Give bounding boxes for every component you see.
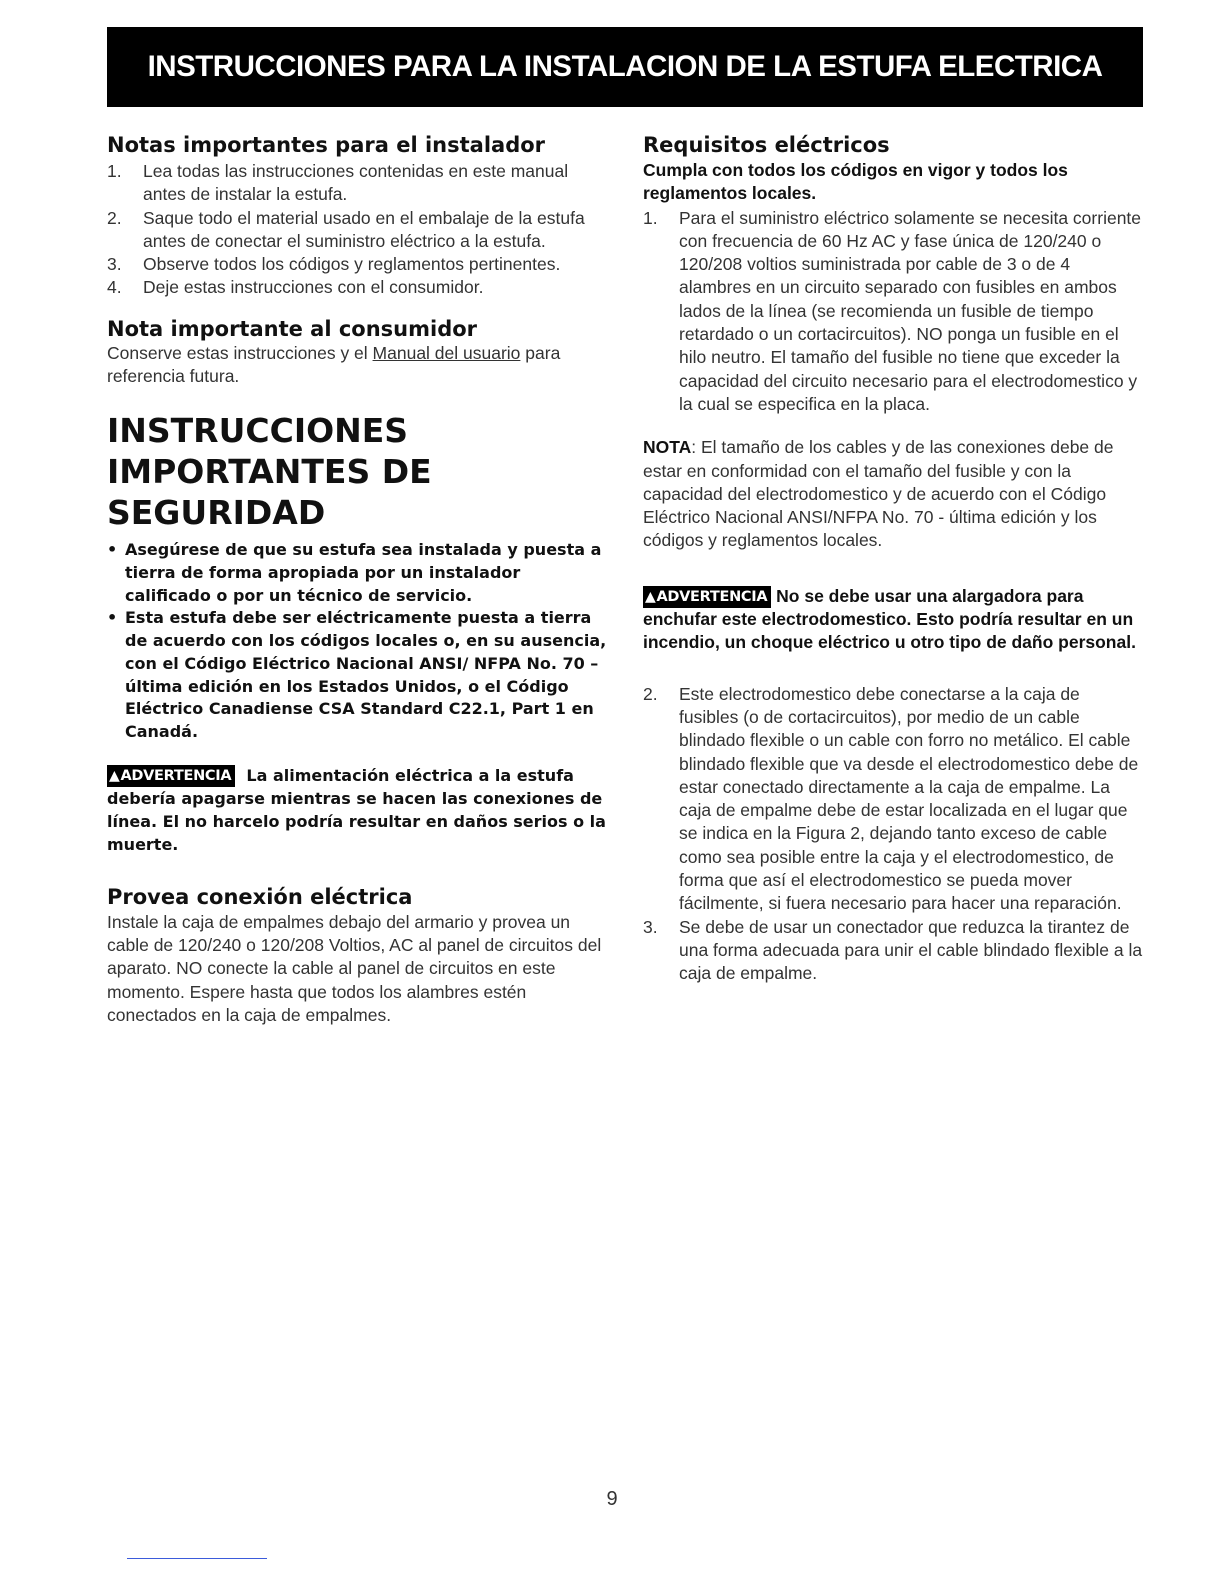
warning-triangle-icon: ▲ <box>109 767 120 784</box>
warning-triangle-icon: ▲ <box>645 588 656 605</box>
note-paragraph: NOTA: El tamaño de los cables y de las conexiones debe de estar en conformidad con el tamaño del fusible y con la capacidad del electrodomestico y de acuerdo con el Código Eléctrico Nacional ANSI/NFPA No. 70 - última edición y los códigos y reglamentos locales. <box>643 437 1114 551</box>
installer-list <box>107 160 607 300</box>
warning-badge: ▲ADVERTENCIA <box>643 586 771 608</box>
list-item: 1. Para el suministro eléctrico solamente se necesita corriente con frecuencia de 60 Hz AC y fase única de 120/240 o 120/208 voltios suministrada por cable de 3 o de 4 alambres en un circuito separado con fusibles en ambos lados de la línea (se recomienda un fusible de tiempo retardado o un cortacircuitos). NO ponga un fusible en el hilo neutro. El tamaño del fusible no tiene que exceder la capacidad del circuito necesario para el electrodomestico y la cual se especifica en la placa. <box>643 207 1142 414</box>
safety-bullets <box>107 539 607 743</box>
connection-text: Instale la caja de empalmes debajo del armario y provea un cable de 120/240 o 120/208 Voltios, AC al panel de circuitos del aparato. NO conecte la cable al panel de circuitos en este momento. Espere hasta que todos los alambres estén conectados en la caja de empalmes. <box>107 911 602 1025</box>
list-item: 2. Este electrodomestico debe conectarse a la caja de fusibles (o de cortacircuitos), por medio de un cable blindado flexible o un cable con forro no metálico. El cable blindado flexible que va desde el electrodomestico debe de estar conectado directamente a la caja de empalme. La caja de empalme debe de estar localizada en el lugar que se indica en la Figura 2, dejando tanto exceso de cable como sea posible entre la caja y el electrodomestico, de forma que así el electrodomestico se pueda mover fácilmente, si fuera necesario para hacer una reparación. <box>643 683 1139 914</box>
electrical-subheading: Cumpla con todos los códigos en vigor y todos los reglamentos locales. <box>643 160 1068 204</box>
consumer-text: Conserve estas instrucciones y el Manual del usuario para referencia futura. <box>107 342 561 387</box>
left-column <box>107 132 607 1027</box>
page-banner <box>107 27 1143 107</box>
consumer-heading: Nota importante al consumidor <box>107 316 478 341</box>
connection-heading: Provea conexión eléctrica <box>107 884 413 909</box>
list-item: 2. Saque todo el material usado en el embalaje de la estufa antes de conectar el suministro eléctrico a la estufa. <box>107 207 585 251</box>
warning-badge: ▲ADVERTENCIA <box>107 765 235 787</box>
list-item: • Esta estufa debe ser eléctricamente puesta a tierra de acuerdo con los códigos locales o, en su ausencia, con el Código Eléctrico Nacional ANSI/ NFPA No. 70 – última edición en los Estados Unidos, o el Código Eléctrico Canadiense CSA Standard C22.1, Part 1 en Canadá. <box>107 608 607 741</box>
list-item: 4. Deje estas instrucciones con el consumidor. <box>107 277 484 298</box>
installer-heading: Notas importantes para el instalador <box>107 133 546 157</box>
list-item: 1. Lea todas las instrucciones contenidas en este manual antes de instalar la estufa. <box>107 161 569 205</box>
electrical-list <box>643 207 1143 417</box>
safety-title: INSTRUCCIONES IMPORTANTES DE SEGURIDAD <box>107 411 432 533</box>
electrical-list-continued <box>643 683 1143 986</box>
banner-title: INSTRUCCIONES PARA LA INSTALACION DE LA ESTUFA ELECTRICA <box>147 50 1103 83</box>
electrical-heading: Requisitos eléctricos <box>643 133 890 157</box>
list-item: • Asegúrese de que su estufa sea instalada y puesta a tierra de forma apropiada por un instalador calificado o por un técnico de servicio. <box>107 540 602 605</box>
footer-divider <box>127 1558 267 1559</box>
list-item: 3. Observe todos los códigos y reglamentos pertinentes. <box>107 254 561 275</box>
page-number: 9 <box>606 1488 618 1510</box>
warning-paragraph: ▲ADVERTENCIA No se debe usar una alargadora para enchufar este electrodomestico. Esto podría resultar en un incendio, un choque eléctrico u otro tipo de daño personal. <box>643 585 1136 653</box>
note-label: NOTA <box>643 437 692 458</box>
list-item: 3. Se debe de usar un conectador que reduzca la tirantez de una forma adecuada para unir el cable blindado flexible a la caja de empalme. <box>643 916 1143 984</box>
user-manual-reference: Manual del usuario <box>372 342 521 363</box>
right-column <box>643 132 1143 986</box>
warning-paragraph: ▲ADVERTENCIA La alimentación eléctrica a la estufa debería apagarse mientras se hacen las conexiones de línea. El no harcelo podría resultar en daños serios o la muerte. <box>107 765 606 854</box>
